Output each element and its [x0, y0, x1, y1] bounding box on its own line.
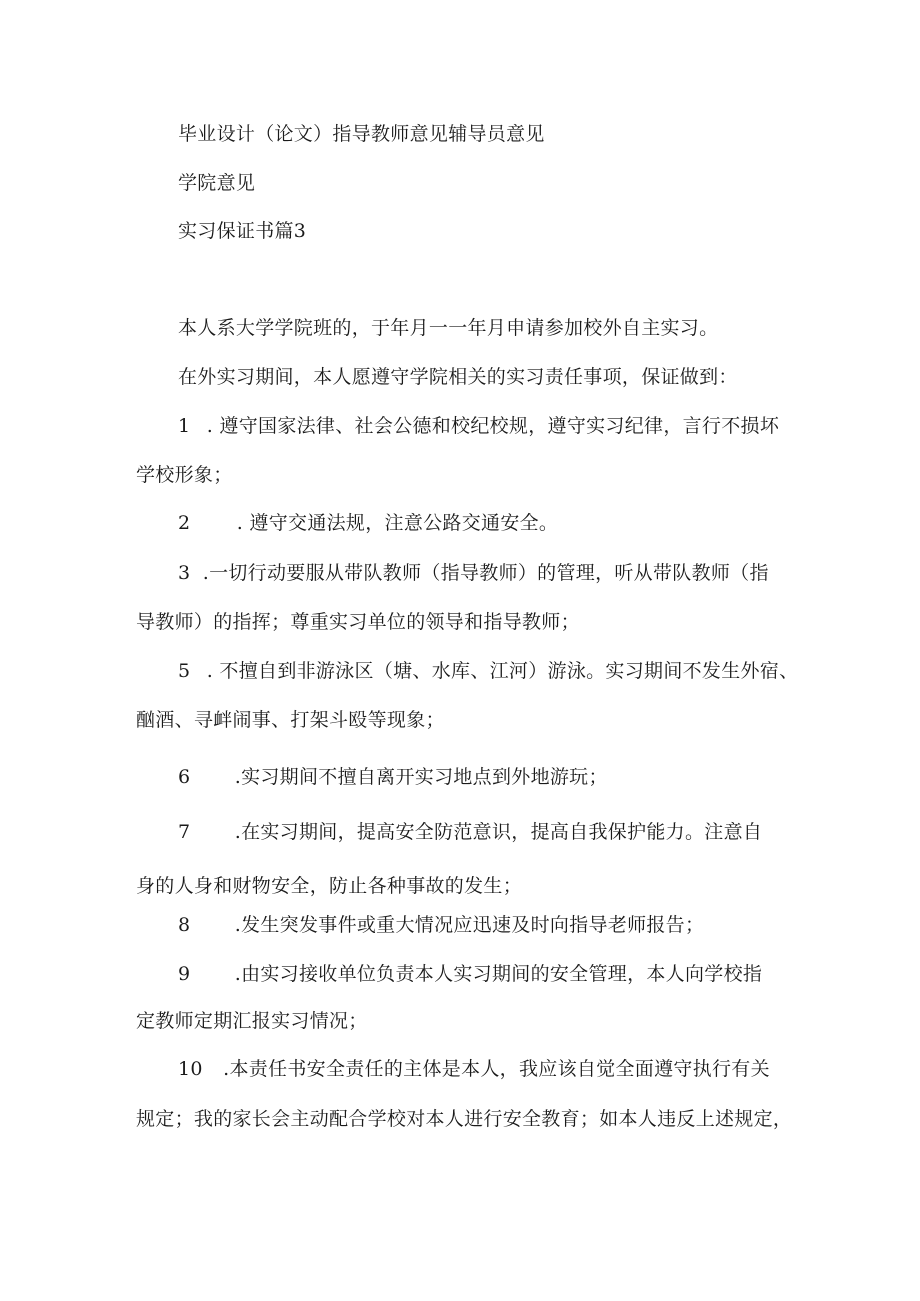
item-text: . 遵守交通法规，注意公路交通安全。 [236, 512, 559, 534]
item-number: 1 [178, 415, 191, 437]
item-text: .一切行动要服从带队教师（指导教师）的管理，听从带队教师（指 [202, 562, 769, 584]
list-item-1-continuation: 学校形象； [136, 464, 233, 486]
list-item-5-continuation: 酗酒、寻衅闹事、打架斗殴等现象； [136, 709, 445, 731]
header-line-2: 学院意见 [178, 172, 256, 194]
list-item-10-continuation: 规定；我的家长会主动配合学校对本人进行安全教育；如本人违反上述规定， [136, 1108, 793, 1130]
list-item-3-continuation: 导教师）的指挥；尊重实习单位的领导和指导教师； [136, 611, 580, 633]
item-text: .实习期间不擅自离开实习地点到外地游玩； [234, 766, 608, 788]
list-item-3 [178, 560, 769, 586]
item-text: .发生突发事件或重大情况应迅速及时向指导老师报告； [234, 914, 705, 936]
list-item-7 [178, 819, 762, 845]
item-number: 9 [178, 963, 191, 985]
list-item-10 [178, 1056, 770, 1082]
header-line-1: 毕业设计（论文）指导教师意见辅导员意见 [178, 123, 545, 145]
list-item-7-continuation: 身的人身和财物安全，防止各种事故的发生； [136, 875, 523, 897]
intro-line-2: 在外实习期间，本人愿遵守学院相关的实习责任事项，保证做到： [178, 366, 738, 388]
list-item-8 [178, 912, 704, 938]
item-text: .由实习接收单位负责本人实习期间的安全管理，本人向学校指 [234, 963, 763, 985]
item-number: 3 [178, 562, 191, 584]
item-number: 5 [178, 660, 191, 682]
item-number: 8 [178, 914, 191, 936]
item-number: 6 [178, 766, 191, 788]
list-item-1 [178, 413, 779, 439]
item-text: . 遵守国家法律、社会公德和校纪校规，遵守实习纪律，言行不损坏 [206, 415, 780, 437]
list-item-9 [178, 961, 762, 987]
item-text: .在实习期间，提高安全防范意识，提高自我保护能力。注意自 [234, 821, 763, 843]
item-number: 7 [178, 821, 191, 843]
list-item-9-continuation: 定教师定期汇报实习情况； [136, 1010, 368, 1032]
list-item-2 [178, 510, 558, 536]
list-item-5 [178, 658, 798, 684]
item-text: .本责任书安全责任的主体是本人，我应该自觉全面遵守执行有关 [223, 1058, 770, 1080]
item-text: . 不擅自到非游泳区（塘、水库、江河）游泳。实习期间不发生外宿、 [206, 660, 799, 682]
item-number: 2 [178, 512, 191, 534]
section-title: 实习保证书篇3 [178, 220, 307, 242]
list-item-6 [178, 764, 608, 790]
intro-line-1: 本人系大学学院班的，于年月一一年月申请参加校外自主实习。 [178, 317, 719, 339]
item-number: 10 [178, 1058, 203, 1080]
